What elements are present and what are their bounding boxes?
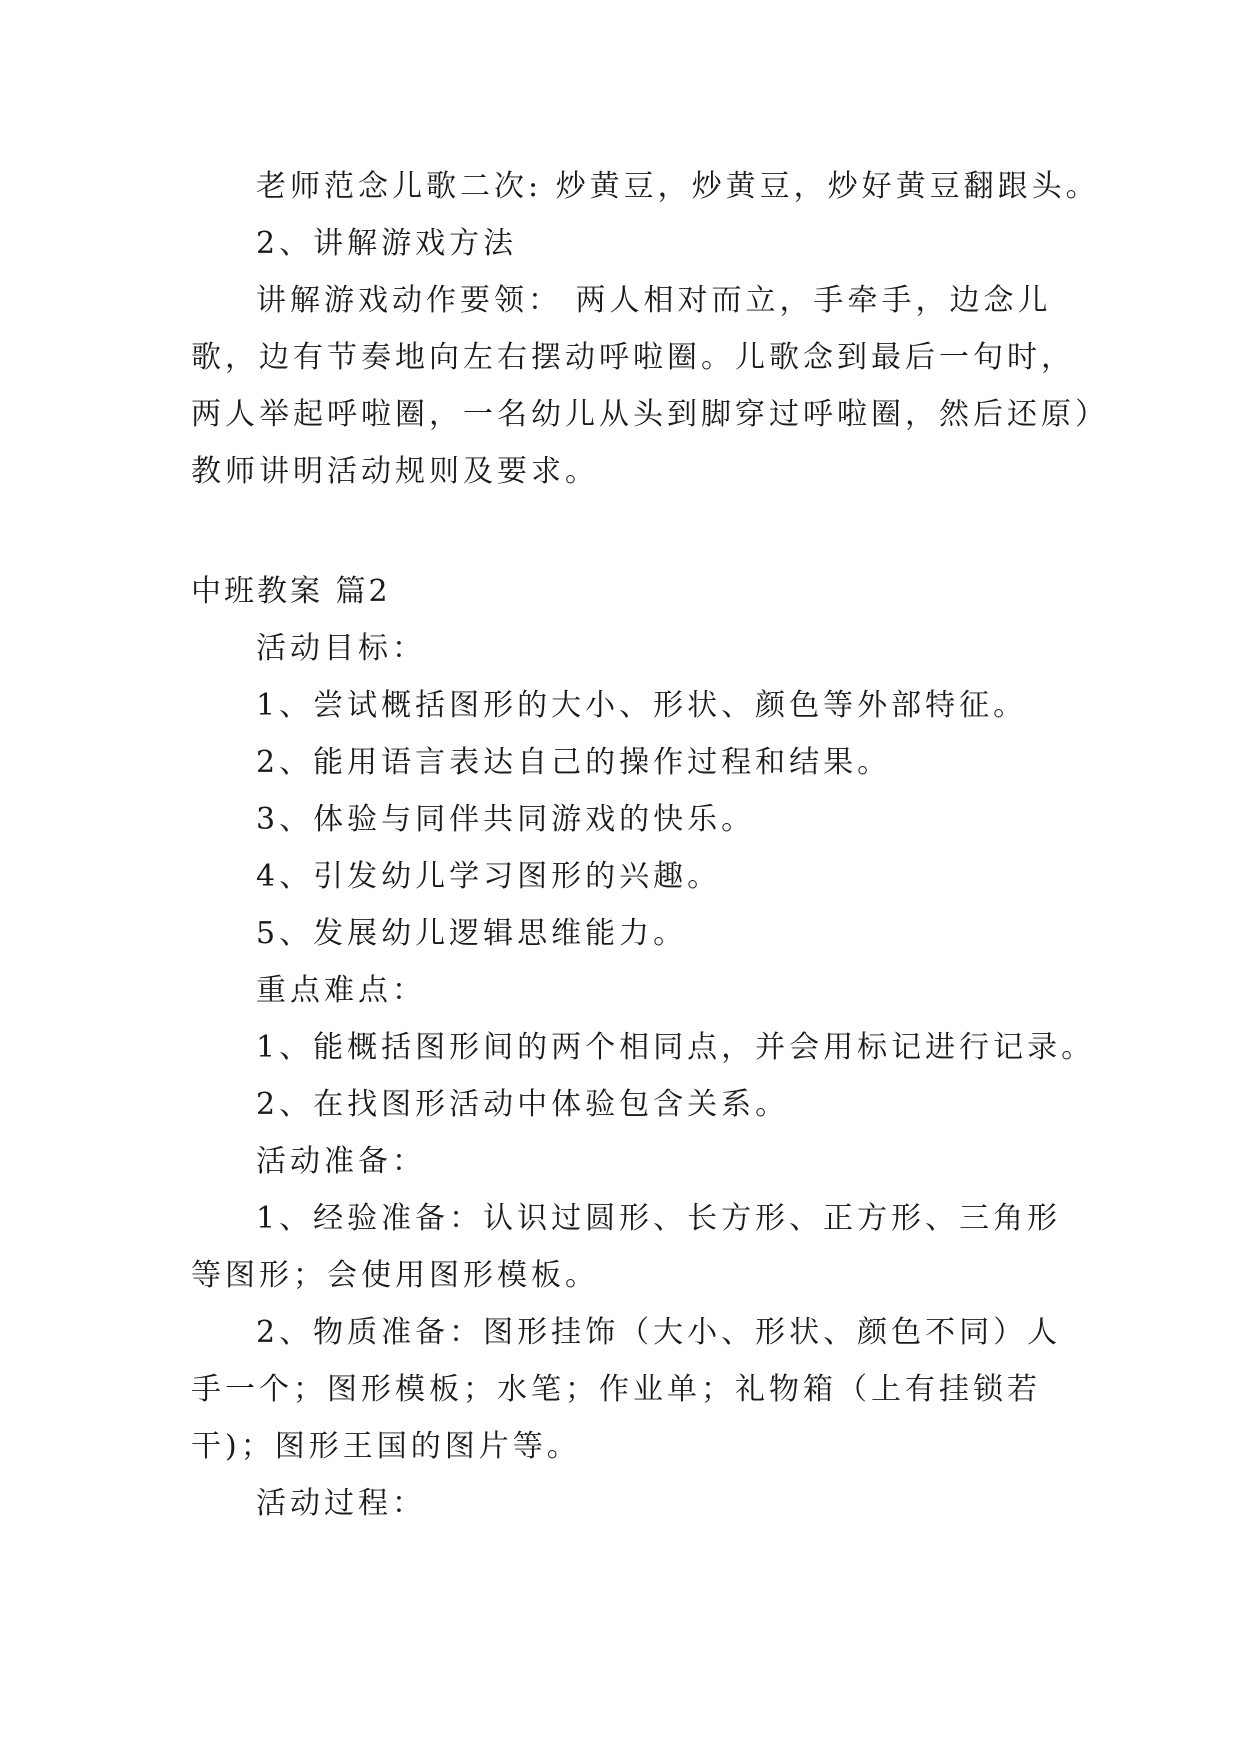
list-item: 5、发展幼儿逻辑思维能力。 xyxy=(256,916,688,951)
list-item-continuation: 干)；图形王国的图片等。 xyxy=(191,1429,581,1464)
list-item: 1、经验准备：认识过圆形、长方形、正方形、三角形 xyxy=(256,1201,1062,1236)
list-item: 3、体验与同伴共同游戏的快乐。 xyxy=(256,802,756,837)
subheading: 活动目标： xyxy=(256,631,426,666)
paragraph-line: 老师范念儿歌二次: 炒黄豆，炒黄豆，炒好黄豆翻跟头。 xyxy=(256,169,1100,204)
list-item: 4、引发幼儿学习图形的兴趣。 xyxy=(256,859,722,894)
subheading: 活动过程： xyxy=(256,1486,426,1521)
list-item: 1、能概括图形间的两个相同点，并会用标记进行记录。 xyxy=(256,1030,1096,1065)
paragraph-line: 讲解游戏动作要领： 两人相对而立，手牵手，边念儿 xyxy=(256,283,1052,318)
subheading: 重点难点： xyxy=(256,973,426,1008)
list-item: 2、物质准备：图形挂饰（大小、形状、颜色不同）人 xyxy=(256,1315,1062,1350)
paragraph-line: 教师讲明活动规则及要求。 xyxy=(191,454,599,489)
list-item: 2、能用语言表达自己的操作过程和结果。 xyxy=(256,745,892,780)
paragraph-line: 两人举起呼啦圈，一名幼儿从头到脚穿过呼啦圈，然后还原） xyxy=(191,397,1109,432)
list-item: 2、在找图形活动中体验包含关系。 xyxy=(256,1087,790,1122)
list-item-continuation: 等图形；会使用图形模板。 xyxy=(191,1258,599,1293)
subheading: 活动准备： xyxy=(256,1144,426,1179)
list-item: 1、尝试概括图形的大小、形状、颜色等外部特征。 xyxy=(256,688,1028,723)
paragraph-line: 歌，边有节奏地向左右摆动呼啦圈。儿歌念到最后一句时， xyxy=(191,340,1075,375)
section-heading: 中班教案 篇2 xyxy=(191,574,391,609)
list-item-continuation: 手一个；图形模板；水笔；作业单；礼物箱（上有挂锁若 xyxy=(191,1372,1041,1407)
paragraph-line: 2、讲解游戏方法 xyxy=(256,226,518,261)
